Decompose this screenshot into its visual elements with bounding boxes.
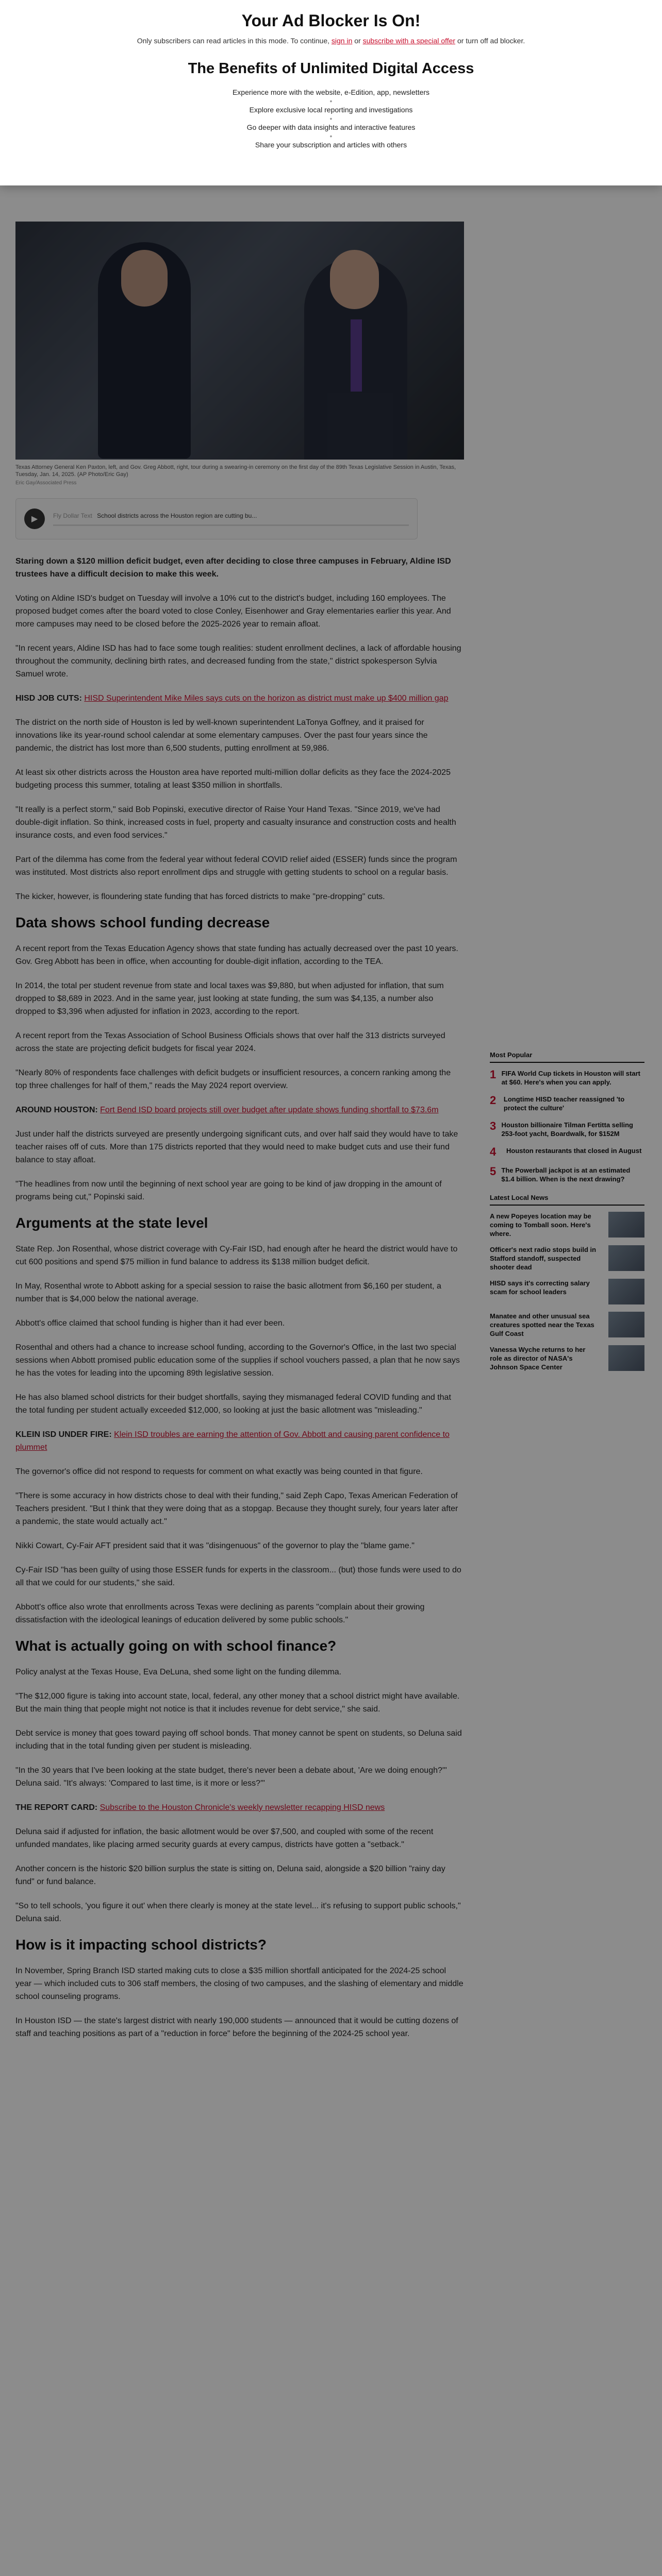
popular-headline[interactable]: Houston billionaire Tilman Fertitta selling 253-foot yacht, Boardwalk, for $152M	[501, 1121, 633, 1138]
benefit-item: Experience more with the website, e-Edition, app, newsletters	[232, 88, 430, 96]
news-item[interactable]	[490, 1312, 644, 1338]
article-paragraph: Staring down a $120 million deficit budget, even after deciding to close three campuses in February, Aldine ISD trustees have a difficult decision to make this week.	[15, 557, 451, 579]
popular-rank: 3	[490, 1120, 496, 1132]
latest-news-list	[490, 1212, 644, 1371]
article-paragraph: A recent report from the Texas Education Agency shows that state funding has actually decreased over the past 10 years. Gov. Greg Abbott has been in office, when accounting for double-digit inflation, according to the TEA.	[15, 944, 458, 966]
related-link-1	[15, 692, 464, 705]
article-body	[15, 555, 464, 2040]
article-paragraph: "Nearly 80% of respondents face challenges with deficit budgets or insufficient resources, a concern ranking among the top three challenges for half of them," reads the May 2024 report overview.	[15, 1069, 451, 1090]
audio-title: School districts across the Houston region are cutting bu...	[97, 512, 257, 519]
popular-headline[interactable]: FIFA World Cup tickets in Houston will start at $60. Here's when you can apply.	[501, 1070, 640, 1086]
photo-credit: Eric Gay/Associated Press	[15, 480, 77, 486]
related-link[interactable]: Subscribe to the Houston Chronicle's weekly newsletter recapping HISD news	[100, 1803, 385, 1812]
article-paragraph: "So to tell schools, 'you figure it out' when there clearly is money at the state level... it's refusing to support public schools," Deluna said.	[15, 1902, 461, 1923]
article-paragraph: The kicker, however, is floundering state funding that has forced districts to make "pre-dropping" cuts.	[15, 892, 385, 901]
popular-rank: 1	[490, 1068, 496, 1081]
news-thumbnail[interactable]	[608, 1212, 644, 1238]
section-heading-state: Arguments at the state level	[15, 1215, 208, 1231]
photo-caption: Texas Attorney General Ken Paxton, left, and Gov. Greg Abbott, right, tour during a swearing-in ceremony on the first day of the 89th Texas Legislative Session in Austin, Texas, Tuesday, Jan. 14, 2025. (AP Photo/Eric Gay)	[15, 464, 456, 478]
article-paragraph: The governor's office did not respond to requests for comment on what exactly was being counted in that figure.	[15, 1467, 423, 1476]
most-popular-heading: Most Popular	[490, 1051, 644, 1063]
benefit-item: Explore exclusive local reporting and investigations	[249, 106, 413, 114]
section-heading-actual: What is actually going on with school finance?	[15, 1638, 337, 1654]
article	[15, 222, 464, 2052]
subtitle-or: or	[354, 37, 361, 45]
play-icon[interactable]: ▶	[24, 509, 45, 529]
news-thumbnail[interactable]	[608, 1279, 644, 1304]
related-link-2	[15, 1104, 464, 1116]
most-popular-list	[490, 1069, 644, 1183]
article-paragraph: In Houston ISD — the state's largest district with nearly 190,000 students — announced that it would be cutting dozens of staff and teaching positions as part of a "reduction in force" before the beginning of the 2024-25 school year.	[15, 2016, 458, 2038]
related-label: AROUND HOUSTON:	[15, 1106, 98, 1114]
article-paragraph: "The headlines from now until the beginning of next school year are going to be kind of jaw dropping in the amount of programs being cut," Popinski said.	[15, 1180, 442, 1201]
article-paragraph: In November, Spring Branch ISD started making cuts to close a $35 million shortfall anticipated for the 2024-25 school year — which included cuts to 306 staff members, the closing of two campuses, and the slashing of elementary and middle school counseling programs.	[15, 1967, 464, 2001]
sign-in-link[interactable]: sign in	[331, 37, 353, 45]
related-link[interactable]: Fort Bend ISD board projects still over budget after update shows funding shortfall to $73.6m	[100, 1106, 439, 1114]
news-headline[interactable]: Officer's next radio stops build in Stafford standoff, suspected shooter dead	[490, 1246, 597, 1271]
benefit-separator: •	[329, 114, 333, 123]
article-paragraph: In 2014, the total per student revenue from state and local taxes was $9,880, but when adjusted for inflation, that sum dropped to $8,689 in 2023. And in the same year, just looking at state funding, the sum was $4,135, a number also dropped to $3,396 when adjusted for inflation in 2023, according to the report.	[15, 981, 444, 1016]
article-paragraph: Nikki Cowart, Cy-Fair AFT president said that it was "disingenuous" of the governor to play the "blame game."	[15, 1541, 415, 1550]
popular-item[interactable]	[490, 1121, 644, 1138]
related-link[interactable]: Klein ISD troubles are earning the attention of Gov. Abbott and causing parent confidence to plummet	[15, 1430, 450, 1452]
section-heading-impact: How is it impacting school districts?	[15, 1937, 267, 1953]
news-headline[interactable]: A new Popeyes location may be coming to Tomball soon. Here's where.	[490, 1212, 591, 1238]
news-item[interactable]	[490, 1212, 644, 1238]
subscribe-link[interactable]: subscribe with a special offer	[362, 37, 456, 45]
article-paragraph: State Rep. Jon Rosenthal, whose district coverage with Cy-Fair ISD, had enough after he heard the district would have to cut 600 positions and spend $75 million in fund balance to address its $138 million budget deficit.	[15, 1245, 458, 1266]
related-label: HISD JOB CUTS:	[15, 694, 82, 703]
popular-item[interactable]	[490, 1069, 644, 1087]
popular-headline[interactable]: Houston restaurants that closed in August	[506, 1147, 642, 1155]
article-paragraph: Debt service is money that goes toward paying off school bonds. That money cannot be spent on students, so Deluna said including that in the total funding given per student is misleading.	[15, 1729, 462, 1751]
article-paragraph: Abbott's office claimed that school funding is higher than it had ever been.	[15, 1319, 285, 1328]
article-paragraph: Cy-Fair ISD "has been guilty of using those ESSER funds for experts in the classroom... (but) those funds were used to do all that we could for our students," she said.	[15, 1566, 461, 1587]
article-paragraph: Voting on Aldine ISD's budget on Tuesday will involve a 10% cut to the district's budget, including 160 employees. The proposed budget comes after the board voted to close Conley, Eisenhower and Gray elementaries earlier this year. And more campuses may need to be closed before the 2025-2026 year to remain afloat.	[15, 594, 451, 629]
news-headline[interactable]: Manatee and other unusual sea creatures spotted near the Texas Gulf Coast	[490, 1312, 594, 1337]
popular-headline[interactable]: Longtime HISD teacher reassigned 'to protect the culture'	[503, 1095, 625, 1112]
news-thumbnail[interactable]	[608, 1312, 644, 1337]
popular-item[interactable]	[490, 1146, 644, 1158]
article-paragraph: At least six other districts across the Houston area have reported multi-million dollar deficits as they face the 2024-2025 budgeting process this summer, totaling at least $350 million in shortfalls.	[15, 768, 451, 790]
modal-title: Your Ad Blocker Is On!	[241, 11, 421, 30]
popular-item[interactable]	[490, 1166, 644, 1183]
news-headline[interactable]: Vanessa Wyche returns to her role as director of NASA's Johnson Space Center	[490, 1346, 586, 1371]
benefits-heading: The Benefits of Unlimited Digital Access	[188, 60, 474, 77]
related-label: THE REPORT CARD:	[15, 1803, 98, 1812]
popular-headline[interactable]: The Powerball jackpot is at an estimated $1.4 billion. When is the next drawing?	[501, 1166, 631, 1183]
article-paragraph: Policy analyst at the Texas House, Eva DeLuna, shed some light on the funding dilemma.	[15, 1668, 342, 1676]
news-headline[interactable]: HISD says it's correcting salary scam for school leaders	[490, 1279, 590, 1296]
news-thumbnail[interactable]	[608, 1345, 644, 1371]
article-paragraph: "The $12,000 figure is taking into account state, local, federal, any other money that a school district might have available. But the main thing that people might not notice is that it includes revenue for debt service," she said.	[15, 1692, 460, 1714]
photo-person-left-head	[121, 250, 168, 307]
news-item[interactable]	[490, 1245, 644, 1272]
audio-progress-track[interactable]	[53, 524, 409, 526]
audio-brand: Fly Dollar Text	[53, 512, 92, 519]
article-paragraph: Abbott's office also wrote that enrollments across Texas were declining as parents "complain about their growing dissatisfaction with the ideological leanings of education delivered by some public schools."	[15, 1603, 425, 1624]
subtitle-end: or turn off ad blocker.	[457, 37, 525, 45]
section-heading-funding: Data shows school funding decrease	[15, 914, 270, 930]
related-link[interactable]: HISD Superintendent Mike Miles says cuts on the horizon as district must make up $400 million gap	[84, 694, 449, 703]
article-paragraph: He has also blamed school districts for their budget shortfalls, saying they mismanaged federal COVID funding and that the total funding per student actually exceeded $12,000, so looking at just the basic allotment was "misleading."	[15, 1393, 451, 1415]
related-link-4	[15, 1801, 464, 1814]
photo-person-right-head	[330, 250, 379, 309]
article-paragraph: Rosenthal and others had a chance to increase school funding, according to the Governor's Office, in the last two special sessions when Abbott promised public education some of the supplies if school vouchers passed, a plan that he now says he has the votes for leading into the upcoming 89th legislative session.	[15, 1343, 460, 1378]
popular-rank: 2	[490, 1094, 496, 1107]
article-paragraph: Another concern is the historic $20 billion surplus the state is sitting on, Deluna said, alongside a $20 billion "rainy day fund" or fund balance.	[15, 1865, 445, 1886]
photo-tie	[351, 319, 362, 392]
benefit-item: Go deeper with data insights and interactive features	[246, 123, 416, 131]
article-paragraph: "In recent years, Aldine ISD has had to face some tough realities: student enrollment declines, a lack of affordable housing throughout the community, declining birth rates, and decreased funding from the state," district spokesperson Sylvia Samuel wrote.	[15, 644, 461, 679]
article-paragraph: A recent report from the Texas Association of School Business Officials shows that over half the 313 districts surveyed across the state are projecting deficit budgets for fiscal year 2024.	[15, 1031, 445, 1053]
modal-subtitle	[0, 37, 662, 45]
popular-item[interactable]	[490, 1095, 644, 1112]
hero-photo	[15, 222, 464, 460]
news-item[interactable]	[490, 1345, 644, 1371]
related-link-3	[15, 1428, 464, 1454]
benefit-separator: •	[329, 97, 333, 105]
article-paragraph: Just under half the districts surveyed are presently undergoing significant cuts, and over half said they would have to take teacher raises off of cuts. More than 175 districts reported that they would need to make budget cuts and use their fund balance to stay afloat.	[15, 1130, 458, 1164]
article-paragraph: "It really is a perfect storm," said Bob Popinski, executive director of Raise Your Hand Texas. "Since 2019, we've had double-digit inflation. So think, increased costs in fuel, property and casualty insurance and construction costs and health insurance costs, and even food services."	[15, 805, 456, 840]
benefit-item: Share your subscription and articles with others	[255, 141, 407, 149]
article-paragraph: The district on the north side of Houston is led by well-known superintendent LaTonya Goffney, and it praised for innovations like its year-round school calendar at some elementary campuses. Over the past four years since the pandemic, the district has lost more than 6,500 students, putting enrollment at 59,986.	[15, 718, 428, 753]
audio-player[interactable]	[15, 498, 418, 539]
popular-rank: 4	[490, 1145, 496, 1158]
benefit-separator: •	[329, 132, 333, 140]
article-paragraph: Deluna said if adjusted for inflation, the basic allotment would be over $7,500, and coupled with some of the recent unfunded mandates, like placing armed security guards at every campus, districts have gotten a "setback."	[15, 1827, 434, 1849]
sidebar	[490, 1051, 644, 1379]
news-thumbnail[interactable]	[608, 1245, 644, 1271]
article-paragraph: "There is some accuracy in how districts chose to deal with their funding," said Zeph Capo, Texas American Federation of Teachers president. "But I think that they were doing that as a stopgap. Because they thought surely, four years later after a pandemic, the state would actually act."	[15, 1492, 458, 1526]
subtitle-text: Only subscribers can read articles in this mode. To continue,	[137, 37, 329, 45]
benefits-list	[0, 88, 662, 149]
article-paragraph: Part of the dilemma has come from the federal year without federal COVID relief aided (ESSER) funds since the program was instituted. Most districts also report enrollment dips and struggle with getting students to school on a regular basis.	[15, 855, 457, 877]
article-paragraph: "In the 30 years that I've been looking at the state budget, there's never been a debate about, 'Are we doing enough?'" Deluna said. "It's always: 'Compared to last time, is it more or less?'"	[15, 1766, 447, 1788]
news-item[interactable]	[490, 1279, 644, 1304]
popular-rank: 5	[490, 1165, 496, 1178]
article-paragraph: In May, Rosenthal wrote to Abbott asking for a special session to raise the basic allotment from $6,160 per student, a number that is $4,000 below the national average.	[15, 1282, 441, 1303]
latest-news-heading: Latest Local News	[490, 1194, 644, 1206]
ad-blocker-modal	[0, 0, 662, 185]
related-label: KLEIN ISD UNDER FIRE:	[15, 1430, 112, 1439]
